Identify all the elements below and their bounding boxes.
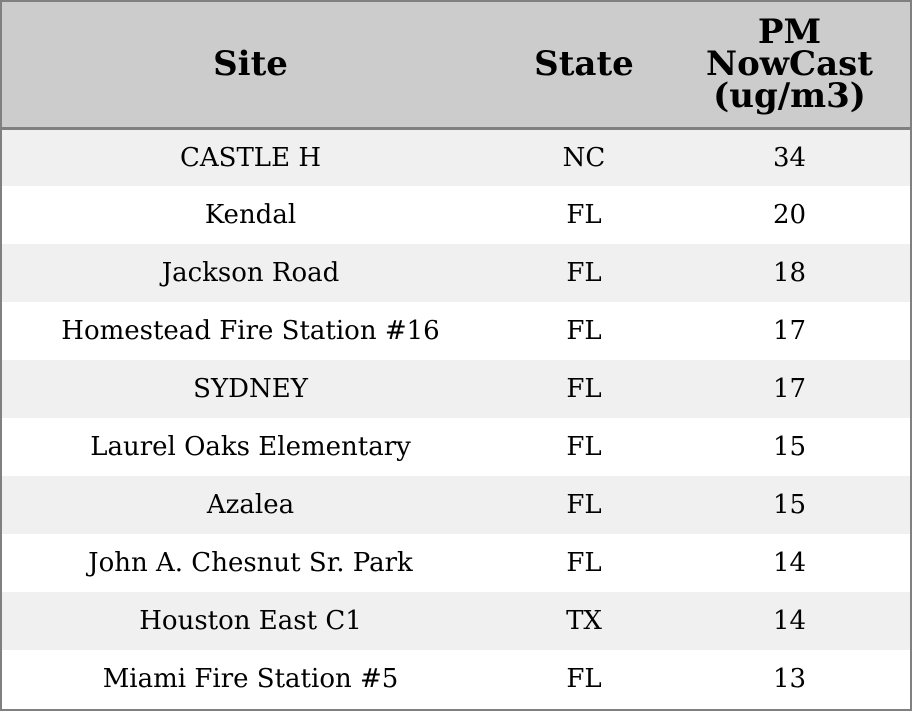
pm-value-cell: 15 xyxy=(772,490,807,520)
site-cell: Homestead Fire Station #16 xyxy=(61,316,440,346)
state-cell: FL xyxy=(566,316,602,346)
state-cell: FL xyxy=(566,374,602,404)
header-state-line: State xyxy=(534,44,634,85)
site-cell: Laurel Oaks Elementary xyxy=(90,432,411,462)
site-cell: Azalea xyxy=(206,490,295,520)
header-state xyxy=(499,2,669,128)
table-row xyxy=(2,418,910,476)
site-cell: Kendal xyxy=(204,200,297,230)
state-cell: FL xyxy=(566,432,602,462)
table-row xyxy=(2,650,910,708)
site-cell: SYDNEY xyxy=(193,374,308,404)
table-row xyxy=(2,360,910,418)
state-cell: FL xyxy=(566,548,602,578)
site-cell: Miami Fire Station #5 xyxy=(102,664,399,694)
pm-value-cell: 34 xyxy=(772,142,807,173)
state-cell: NC xyxy=(562,142,606,173)
pm-value-cell: 14 xyxy=(772,548,807,578)
state-cell: FL xyxy=(566,664,602,694)
state-cell: TX xyxy=(566,606,602,636)
header-pm-nowcast xyxy=(669,2,910,128)
table-row xyxy=(2,128,910,186)
pm-value-cell: 14 xyxy=(772,606,807,636)
table-row xyxy=(2,186,910,244)
table-header xyxy=(2,2,910,128)
pm-value-cell: 18 xyxy=(772,258,807,288)
header-pm-line-2: NowCast xyxy=(706,44,873,85)
state-cell: FL xyxy=(566,490,602,520)
header-pm-line-1: PM xyxy=(757,12,822,53)
state-cell: FL xyxy=(566,258,602,288)
pm-nowcast-table xyxy=(2,2,910,708)
site-cell: CASTLE H xyxy=(179,142,321,173)
pm-value-cell: 17 xyxy=(772,374,807,404)
header-pm-line-3: (ug/m3) xyxy=(713,76,866,117)
table-row xyxy=(2,302,910,360)
pm-value-cell: 17 xyxy=(772,316,807,346)
site-cell: Houston East C1 xyxy=(139,606,362,636)
header-site-line: Site xyxy=(213,44,288,85)
header-site xyxy=(2,2,499,128)
table-body xyxy=(2,128,910,708)
table-row xyxy=(2,592,910,650)
table-row xyxy=(2,476,910,534)
table-row xyxy=(2,534,910,592)
state-cell: FL xyxy=(566,200,602,230)
pm-value-cell: 20 xyxy=(772,200,807,230)
header-row xyxy=(2,2,910,128)
site-cell: John A. Chesnut Sr. Park xyxy=(88,548,413,578)
table-row xyxy=(2,244,910,302)
site-cell: Jackson Road xyxy=(161,258,340,288)
pm-value-cell: 13 xyxy=(772,664,807,694)
pm-value-cell: 15 xyxy=(772,432,807,462)
